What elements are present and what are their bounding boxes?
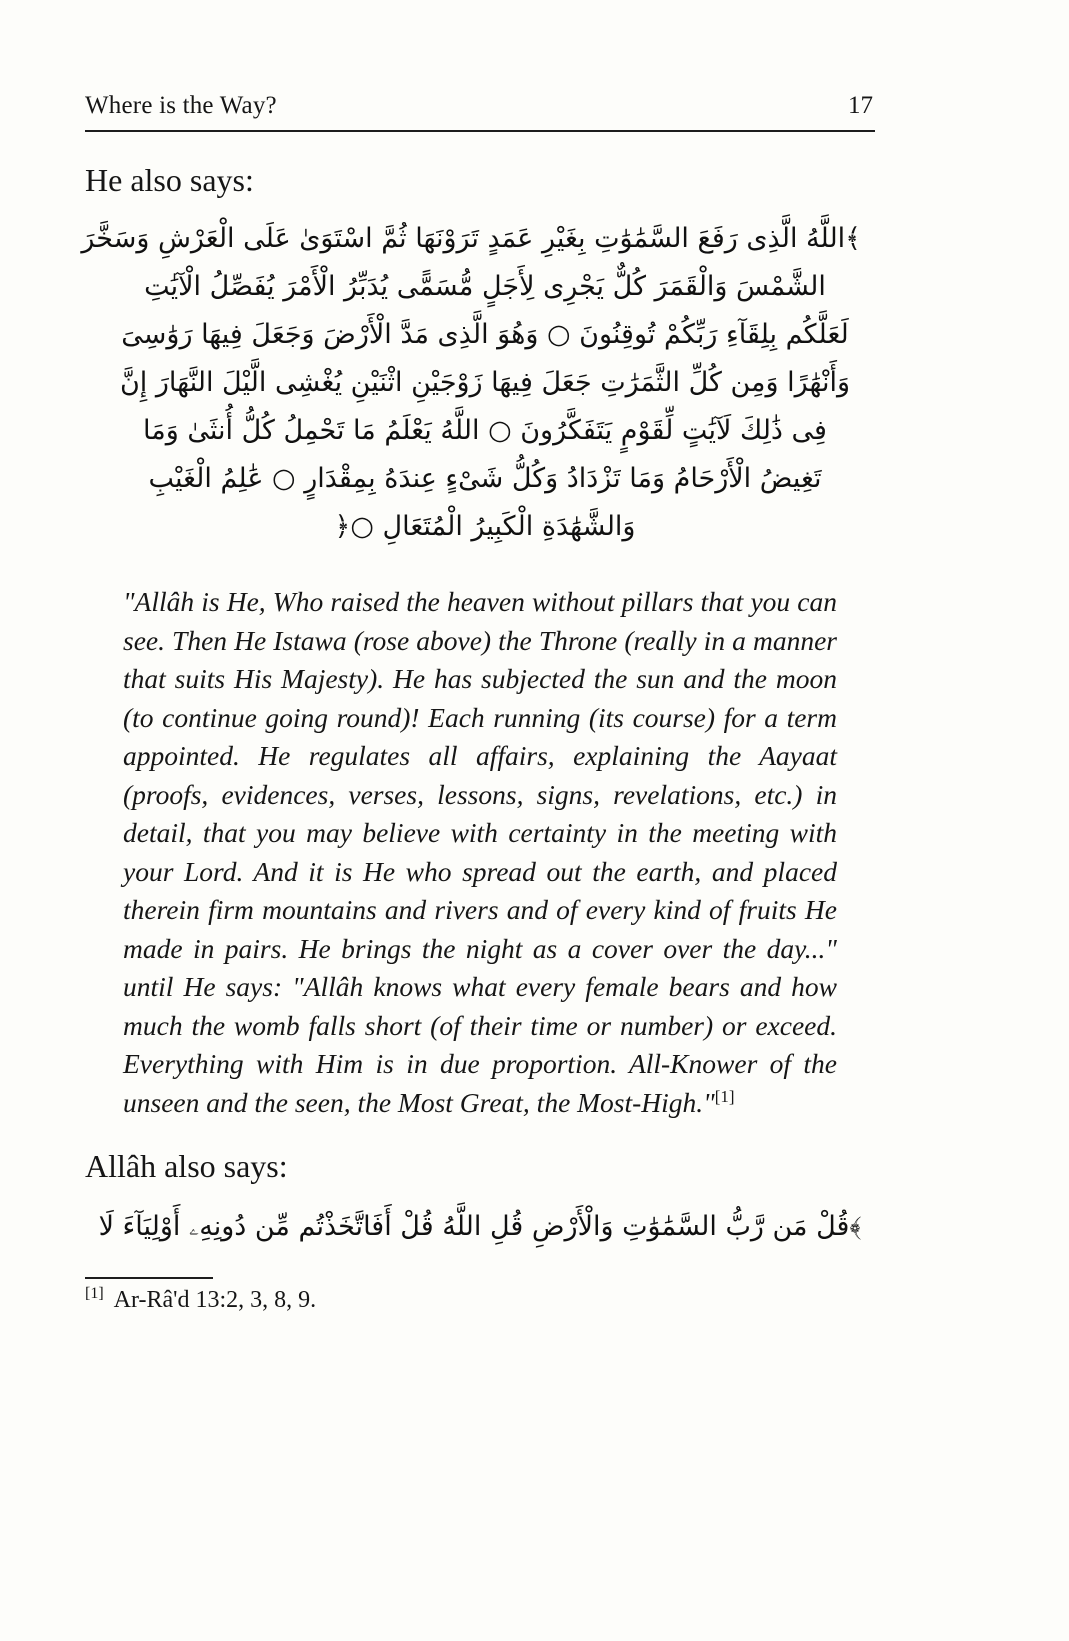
- section-heading-allah-also-says: Allâh also says:: [85, 1148, 288, 1184]
- arabic-verse-line: ‫﴾اللَّهُ الَّذِى رَفَعَ السَّمَٰوَٰتِ بِغَيْرِ عَمَدٍ تَرَوْنَهَا ثُمَّ اسْتَوَىٰ عَلَى الْعَرْشِ وَسَخَّرَ‬: [81, 223, 861, 254]
- english-translation-paragraph: [123, 583, 837, 1122]
- footnote-marker: [1]: [85, 1285, 104, 1302]
- running-header-title: Where is the Way?: [85, 92, 277, 119]
- arabic-verse-line: ‫تَغِيضُ الْأَرْحَامُ وَمَا تَزْدَادُ وَكُلُّ شَىْءٍ عِندَهُ بِمِقْدَارٍ ○ عَٰلِمُ الْغَيْبِ‬: [148, 463, 822, 494]
- page-content: [81, 92, 875, 1314]
- arabic-verse-line: ‫﴾قُلْ مَن رَّبُّ السَّمَٰوَٰتِ وَالْأَرْضِ قُلِ اللَّهُ قُلْ أَفَاتَّخَذْتُم مِّن دُونِهِۦ أَوْلِيَآءَ لَا‬: [98, 1211, 862, 1242]
- page-header: [85, 92, 875, 132]
- footnote-line: [85, 1285, 875, 1314]
- section-heading-he-also-says: He also says:: [85, 162, 254, 198]
- translation-text: "Allâh is He, Who raised the heaven without pillars that you can see. Then He Istawa (rose above) the Throne (really in a manner that suits His Majesty). He has subjected the sun and the moon (to continue going round)! Each running (its course) for a term appointed. He regulates all affairs, explaining the Aayaat (proofs, evidences, verses, lessons, signs, revelations, etc.) in detail, that you may believe with certainty in the meeting with your Lord. And it is He who spread out the earth, and placed therein firm mountains and rivers and of every kind of fruits He made in pairs. He brings the night as a cover over the day..." until He says: "Allâh knows what every female bears and how much the womb falls short (of their time or number) or exceed. Everything with Him is in due proportion. All-Knower of the unseen and the seen, the Most Great, the Most-High.": [123, 586, 837, 1118]
- arabic-verse-line: ‫الشَّمْسَ وَالْقَمَرَ كُلٌّ يَجْرِى لِأَجَلٍ مُّسَمًّى يُدَبِّرُ الْأَمْرَ يُفَصِّلُ الْآيَٰتِ‬: [144, 271, 826, 302]
- arabic-verse-line: ‫وَالشَّهَٰدَةِ الْكَبِيرُ الْمُتَعَالِ ○﴿‬: [334, 511, 636, 542]
- footnote-separator-rule: [85, 1277, 213, 1279]
- arabic-verse-line: ‫فِى ذَٰلِكَ لَآيَٰتٍ لِّقَوْمٍ يَتَفَكَّرُونَ ○ اللَّهُ يَعْلَمُ مَا تَحْمِلُ كُلُّ أُنثَىٰ وَمَا‬: [143, 415, 827, 446]
- arabic-verse-line: ‫وَأَنْهَٰرًا وَمِن كُلِّ الثَّمَرَٰتِ جَعَلَ فِيهَا زَوْجَيْنِ اثْنَيْنِ يُغْشِى الَّيْلَ النَّهَارَ إِنَّ‬: [119, 367, 851, 398]
- footnote-text: Ar-Râ'd 13:2, 3, 8, 9.: [113, 1287, 317, 1313]
- arabic-verse-block-2: [85, 1203, 875, 1251]
- footnote-reference-marker: [1]: [714, 1086, 735, 1106]
- page-number: 17: [848, 92, 873, 119]
- arabic-verse-line: ‫لَعَلَّكُم بِلِقَآءِ رَبِّكُمْ تُوقِنُونَ ○ وَهُوَ الَّذِى مَدَّ الْأَرْضَ وَجَعَلَ فِيهَا رَوَٰسِىَ‬: [121, 319, 849, 350]
- arabic-verse-block-1: [81, 215, 875, 551]
- footnote-section: [85, 1277, 875, 1314]
